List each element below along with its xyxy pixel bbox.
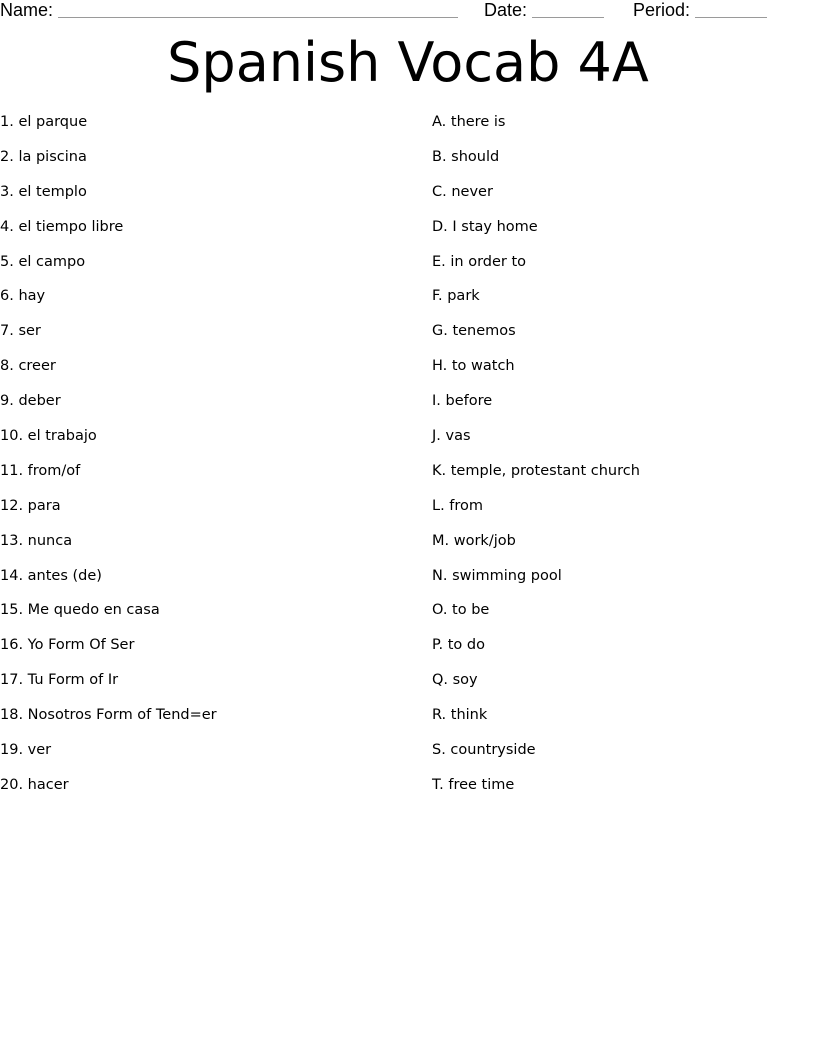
name-label: Name: (0, 0, 54, 20)
term-item: 4. el tiempo libre (0, 218, 124, 235)
definition-item: P. to do (432, 637, 485, 654)
term-item: 2. la piscina (0, 148, 87, 165)
page-title: Spanish Vocab 4A (167, 31, 649, 94)
term-item: 3. el templo (0, 183, 87, 200)
definition-item: C. never (432, 183, 493, 200)
term-item: 14. antes (de) (0, 567, 102, 584)
definition-item: L. from (432, 497, 484, 514)
term-item: 6. hay (0, 288, 46, 305)
definition-item: Q. soy (432, 672, 478, 689)
period-blank-line[interactable] (695, 0, 767, 18)
period-field (633, 0, 767, 20)
definition-item: T. free time (432, 776, 515, 793)
definition-item: J. vas (432, 428, 471, 445)
term-item: 5. el campo (0, 253, 86, 270)
definition-item: H. to watch (432, 358, 515, 375)
definition-item: I. before (432, 393, 493, 410)
definition-item: D. I stay home (432, 218, 538, 235)
definition-item: K. temple, protestant church (432, 462, 640, 479)
definition-item: G. tenemos (432, 323, 516, 340)
definition-item: F. park (432, 288, 480, 305)
term-item: 18. Nosotros Form of Tend=er (0, 707, 217, 724)
term-item: 7. ser (0, 323, 41, 340)
term-item: 12. para (0, 497, 61, 514)
term-item: 11. from/of (0, 462, 81, 479)
date-blank-line[interactable] (532, 0, 604, 18)
term-item: 8. creer (0, 358, 56, 375)
name-field (0, 0, 458, 20)
definition-item: A. there is (432, 114, 506, 130)
worksheet-header (0, 0, 816, 24)
term-item: 19. ver (0, 742, 52, 759)
definition-item: M. work/job (432, 532, 516, 549)
definition-item: E. in order to (432, 253, 527, 270)
definition-item: R. think (432, 707, 488, 724)
date-field (484, 0, 604, 20)
term-item: 10. el trabajo (0, 428, 97, 445)
definition-item: N. swimming pool (432, 567, 562, 584)
name-blank-line[interactable] (58, 0, 458, 18)
term-item: 1. el parque (0, 114, 88, 130)
definition-item: S. countryside (432, 742, 536, 759)
period-label: Period: (633, 0, 691, 20)
definitions-list (432, 110, 816, 808)
term-item: 20. hacer (0, 776, 69, 793)
term-item: 13. nunca (0, 532, 73, 549)
term-item: 16. Yo Form Of Ser (0, 637, 135, 654)
term-item: 9. deber (0, 393, 61, 410)
definition-item: O. to be (432, 602, 490, 619)
definition-item: B. should (432, 148, 500, 165)
terms-list (0, 110, 420, 808)
term-item: 15. Me quedo en casa (0, 602, 160, 619)
date-label: Date: (484, 0, 528, 20)
term-item: 17. Tu Form of Ir (0, 672, 119, 689)
